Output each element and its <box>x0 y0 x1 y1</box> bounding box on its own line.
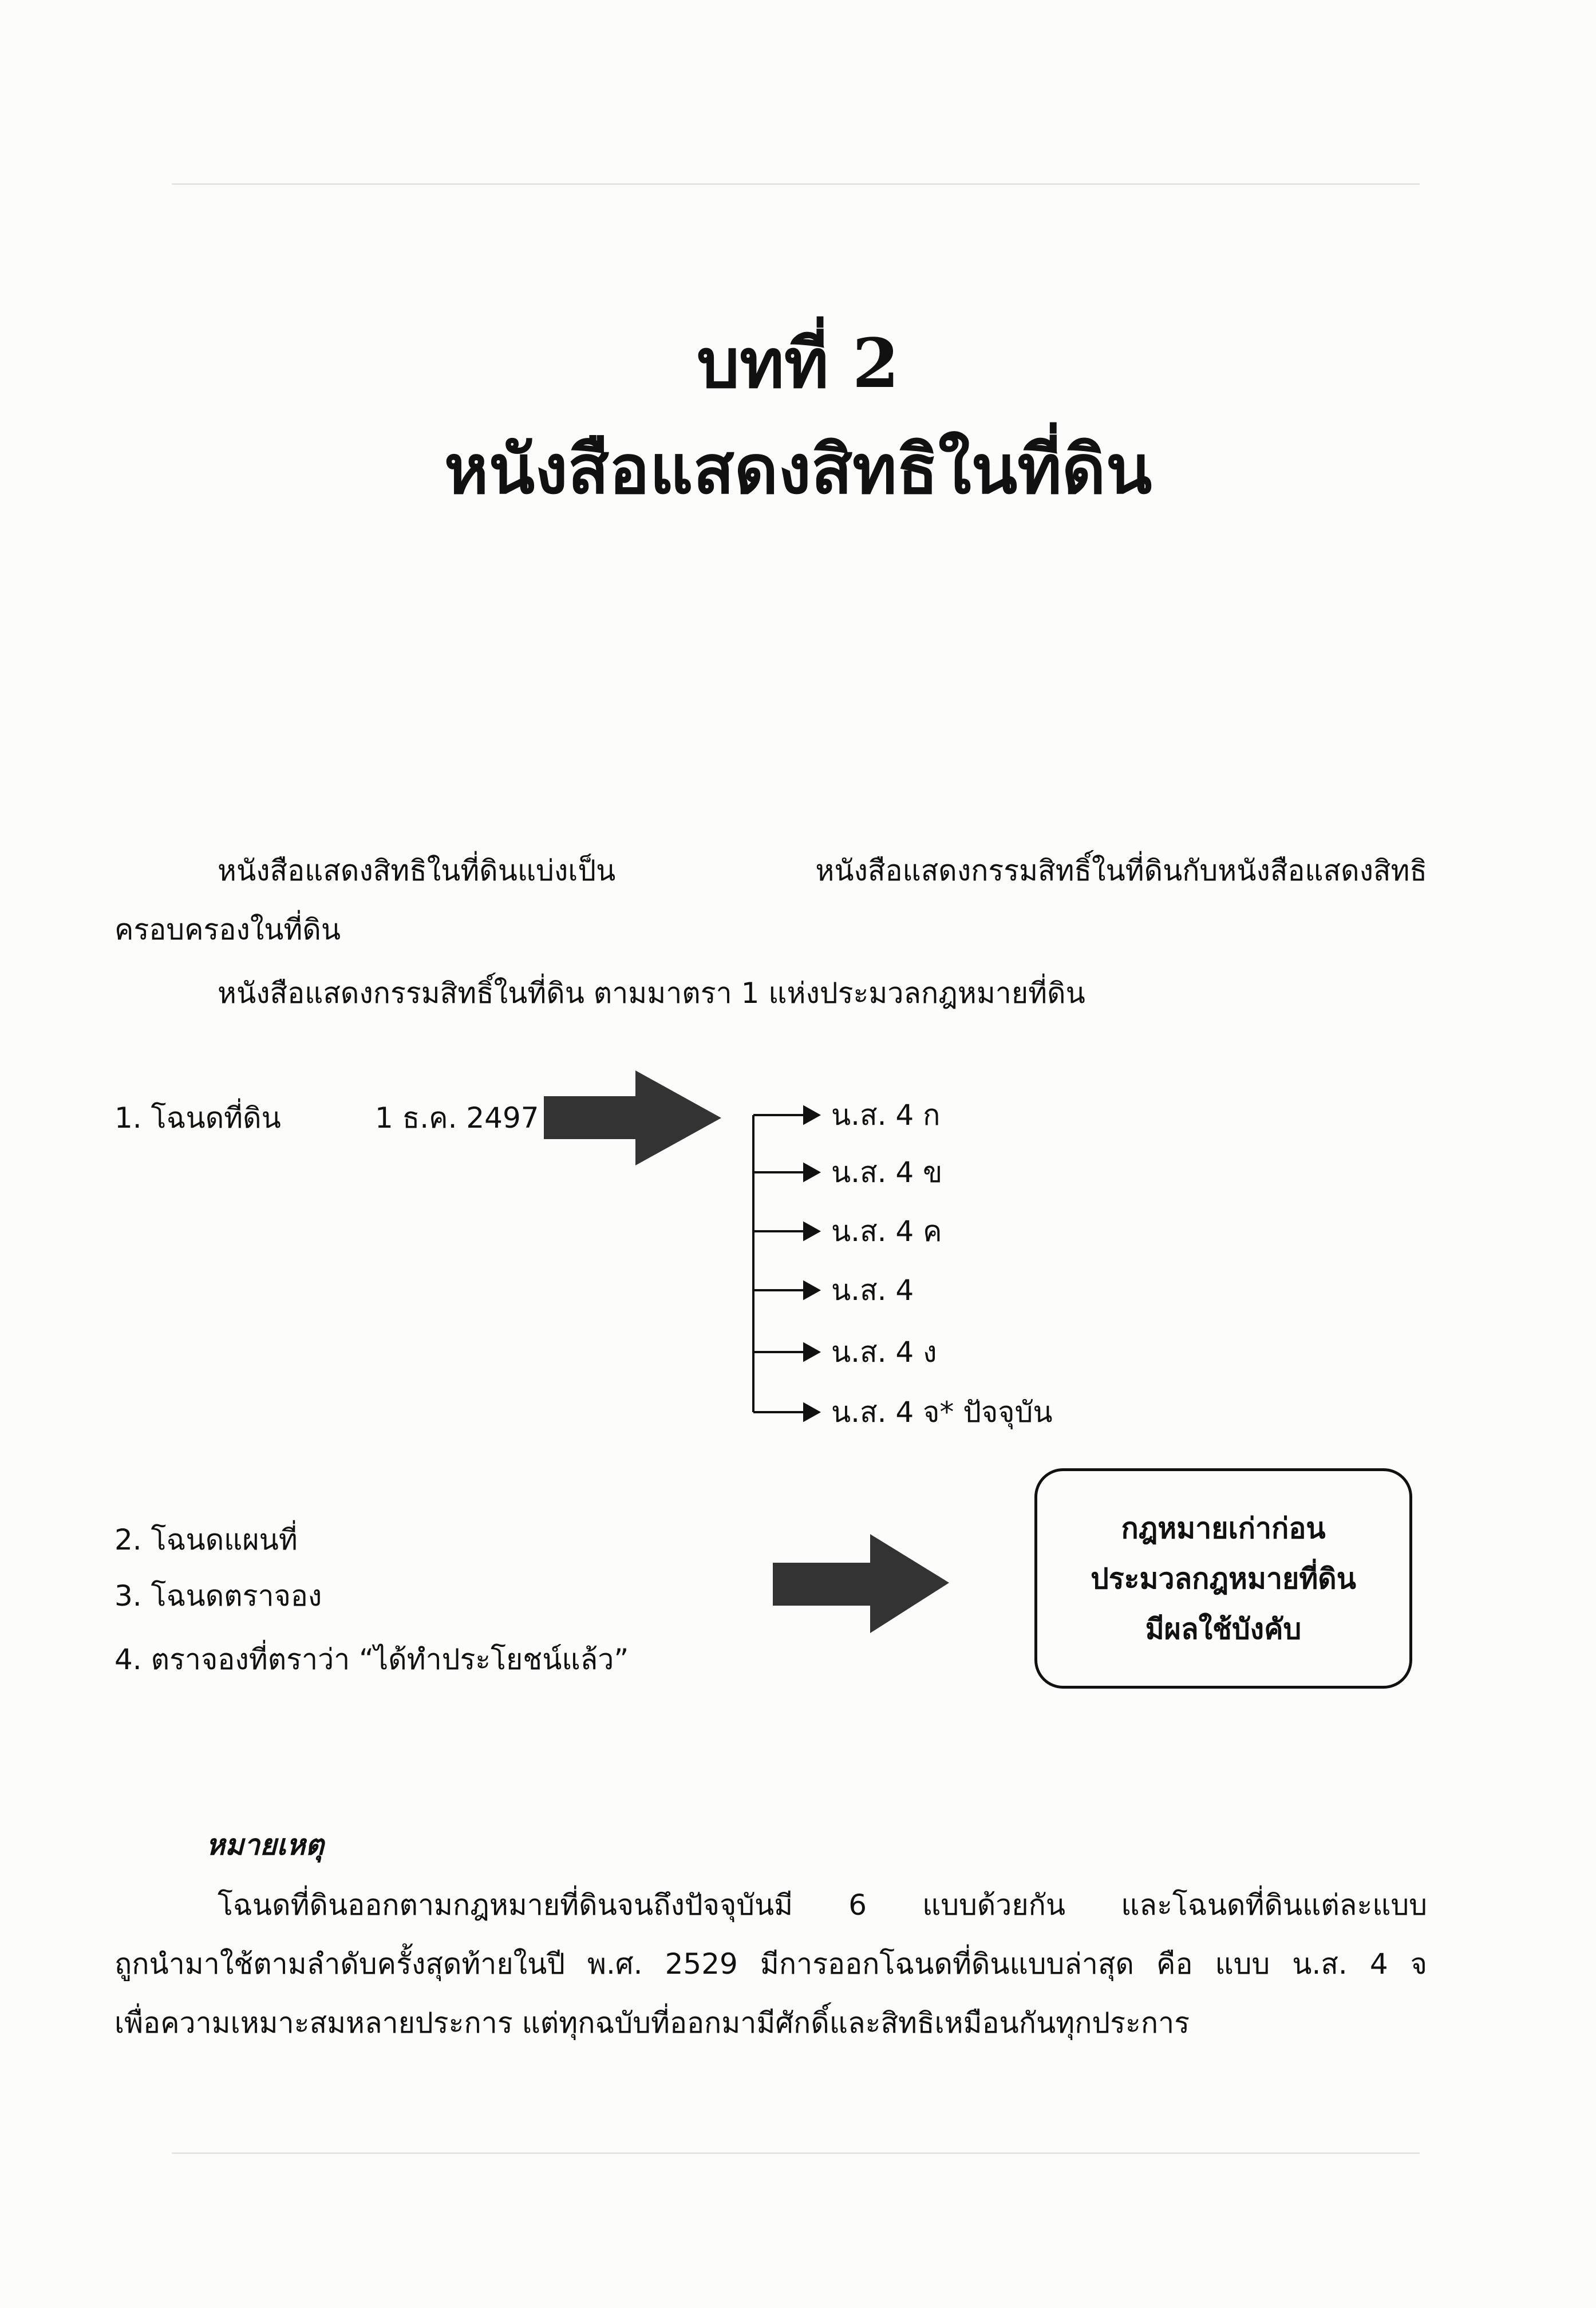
branch-label: น.ส. 4 ค <box>831 1215 942 1248</box>
arrow-icon <box>544 1070 721 1165</box>
intro-paragraph2: หนังสือแสดงกรรมสิทธิ์ในที่ดิน ตามมาตรา 1 แห่งประมวลกฎหมายที่ดิน <box>218 977 1085 1010</box>
branch-label: น.ส. 4 ง <box>831 1335 937 1369</box>
deed-item-1: 1. โฉนดที่ดิน <box>114 1101 281 1135</box>
branch-label: น.ส. 4 ข <box>831 1156 943 1189</box>
deed-item-1-date: 1 ธ.ค. 2497 <box>375 1101 539 1135</box>
old-law-box <box>1034 1468 1412 1689</box>
note-line2: ถูกนำมาใช้ตามลำดับครั้งสุดท้ายในปี พ.ศ. 2529 มีการออกโฉนดที่ดินแบบล่าสุด คือ แบบ น.ส. 4 จ <box>114 1947 1427 1981</box>
deed-item-4: 4. ตราจองที่ตราว่า “ได้ทำประโยชน์แล้ว” <box>114 1643 629 1676</box>
branch-label: น.ส. 4 จ* ปัจจุบัน <box>831 1396 1053 1429</box>
arrow-icon <box>773 1534 949 1633</box>
intro-paragraph-line2: ครอบครองในที่ดิน <box>114 913 341 946</box>
branch-label: น.ส. 4 <box>831 1274 914 1307</box>
intro-paragraph-line1: หนังสือแสดงสิทธิในที่ดินแบ่งเป็น หนังสือแสดงกรรมสิทธิ์ในที่ดินกับหนังสือแสดงสิทธิ <box>218 854 1427 887</box>
box-line: มีผลใช้บังคับ <box>1145 1612 1302 1646</box>
note-heading: หมายเหตุ <box>206 1828 324 1862</box>
chapter-number: บทที่ 2 <box>697 323 899 403</box>
branch-label: น.ส. 4 ก <box>831 1098 941 1132</box>
box-line: กฎหมายเก่าก่อน <box>1121 1511 1326 1545</box>
chapter-title: หนังสือแสดงสิทธิในที่ดิน <box>444 429 1152 509</box>
branch-arrows <box>753 1107 819 1420</box>
deed-item-3: 3. โฉนดตราจอง <box>114 1579 322 1613</box>
box-line: ประมวลกฎหมายที่ดิน <box>1091 1562 1356 1595</box>
note-line3: เพื่อความเหมาะสมหลายประการ แต่ทุกฉบับที่ออกมามีศักดิ์และสิทธิเหมือนกันทุกประการ <box>114 2006 1190 2040</box>
deed-item-2: 2. โฉนดแผนที่ <box>114 1523 298 1556</box>
note-line1: โฉนดที่ดินออกตามกฎหมายที่ดินจนถึงปัจจุบันมี 6 แบบด้วยกัน และโฉนดที่ดินแต่ละแบบ <box>218 1888 1427 1922</box>
